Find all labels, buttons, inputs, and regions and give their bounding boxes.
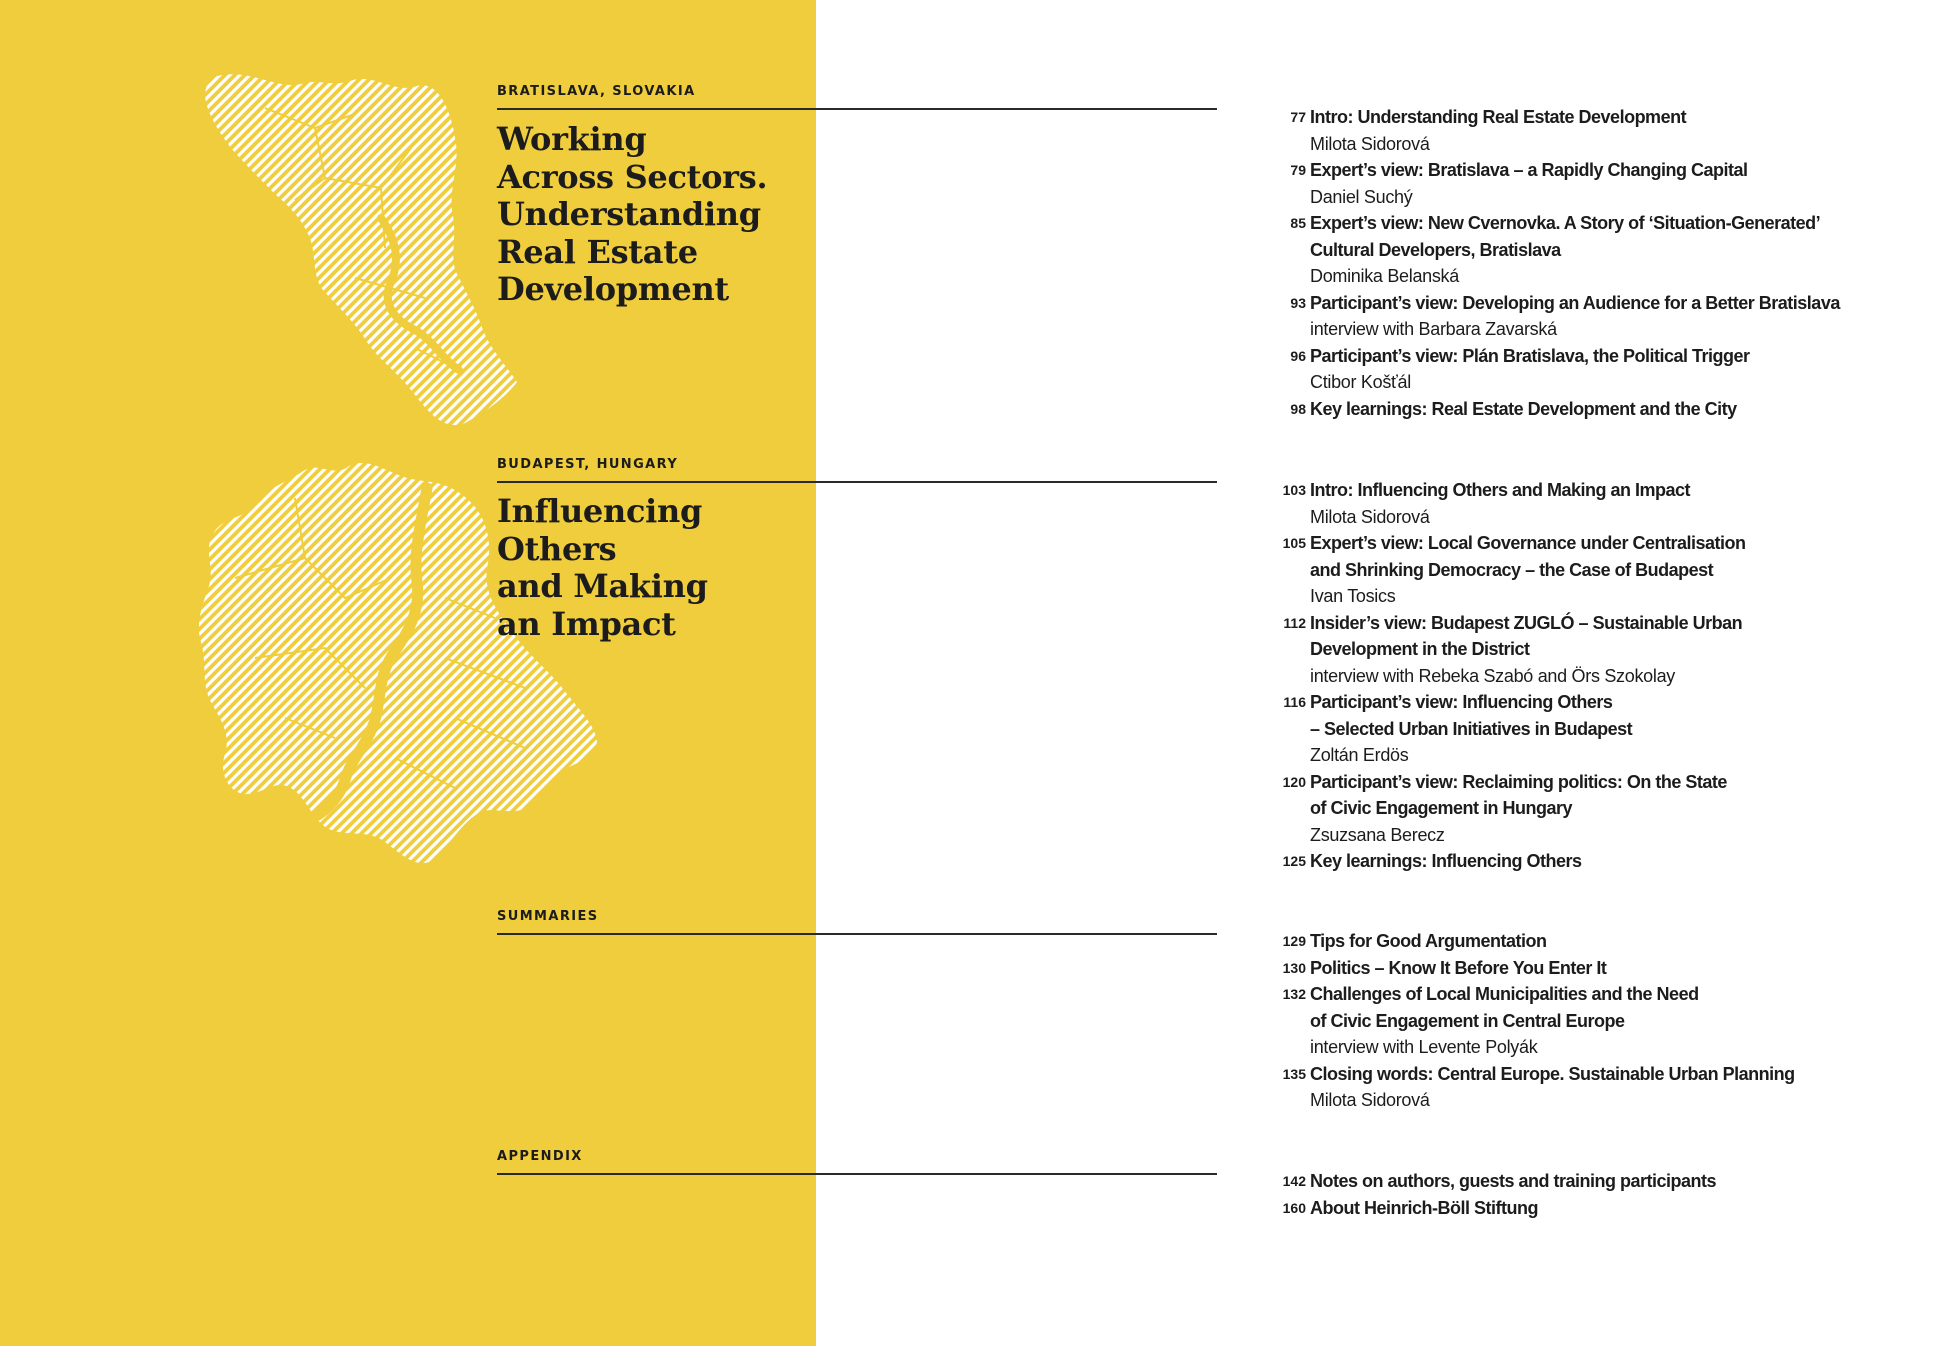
toc-entry[interactable] [1270, 396, 1930, 423]
entry-title: of Civic Engagement in Central Europe [1310, 1010, 1625, 1031]
section-divider [497, 481, 1217, 483]
toc-list-appendix [1270, 1168, 1930, 1221]
entry-title: Cultural Developers, Bratislava [1310, 239, 1561, 260]
page-number: 77 [1290, 109, 1306, 125]
entry-author: interview with Barbara Zavarská [1310, 319, 1557, 339]
page-number: 160 [1282, 1199, 1306, 1216]
bratislava-map-icon [205, 68, 525, 428]
section-label-budapest: BUDAPEST, HUNGARY [497, 457, 679, 472]
entry-title: Closing words: Central Europe. Sustainable Urban Planning [1310, 1063, 1795, 1084]
entry-title: Intro: Understanding Real Estate Development [1310, 107, 1687, 127]
entry-author: interview with Rebeka Szabó and Örs Szokolay [1310, 665, 1675, 686]
section-title-budapest: Influencing Others and Making an Impact [497, 492, 708, 643]
entry-author: Zsuzsana Berecz [1310, 824, 1445, 845]
section-divider [497, 108, 1217, 110]
page-number: 93 [1290, 294, 1306, 311]
page-number: 96 [1290, 347, 1306, 364]
page-number: 105 [1282, 535, 1306, 551]
entry-title: Insider’s view: Budapest ZUGLÓ – Sustainable Urban [1310, 612, 1743, 633]
entry-author: Milota Sidorová [1310, 1090, 1430, 1110]
page-number: 132 [1282, 986, 1306, 1002]
entry-author: Daniel Suchý [1310, 186, 1413, 207]
page-number: 103 [1282, 482, 1306, 498]
page-number: 129 [1282, 933, 1306, 949]
toc-entry[interactable] [1270, 477, 1930, 530]
entry-author: interview with Levente Polyák [1310, 1037, 1538, 1057]
section-label-appendix: APPENDIX [497, 1149, 583, 1164]
entry-title: Key learnings: Influencing Others [1310, 851, 1582, 871]
entry-author: Ctibor Košťál [1310, 372, 1411, 392]
toc-entry[interactable] [1270, 848, 1930, 875]
toc-entry[interactable] [1270, 1168, 1930, 1195]
entry-title: Expert’s view: Local Governance under Centralisation [1310, 533, 1746, 553]
entry-author: Milota Sidorová [1310, 133, 1430, 154]
entry-title: Tips for Good Argumentation [1310, 931, 1547, 951]
section-label-summaries: SUMMARIES [497, 909, 599, 924]
section-title-bratislava: Working Across Sectors. Understanding Real Estate Development [497, 120, 768, 308]
toc-entry[interactable] [1270, 530, 1930, 610]
page-number: 79 [1290, 162, 1306, 178]
toc-entry[interactable] [1270, 210, 1930, 290]
entry-author: Milota Sidorová [1310, 506, 1430, 527]
toc-entry[interactable] [1270, 610, 1930, 690]
toc-entry[interactable] [1270, 104, 1930, 157]
toc-entry[interactable] [1270, 1195, 1930, 1222]
toc-entry[interactable] [1270, 343, 1930, 396]
entry-title: Participant’s view: Reclaiming politics: On the State [1310, 771, 1727, 792]
entry-title: Politics – Know It Before You Enter It [1310, 957, 1607, 978]
page-number: 130 [1282, 959, 1306, 976]
toc-entry[interactable] [1270, 290, 1930, 343]
toc-entry[interactable] [1270, 955, 1930, 982]
toc-entry[interactable] [1270, 769, 1930, 849]
entry-title: and Shrinking Democracy – the Case of Budapest [1310, 559, 1714, 580]
entry-title: Development in the District [1310, 639, 1530, 659]
entry-author: Zoltán Erdös [1310, 745, 1409, 765]
toc-entry[interactable] [1270, 689, 1930, 769]
entry-title: Participant’s view: Influencing Others [1310, 692, 1613, 712]
toc-list-budapest [1270, 477, 1930, 875]
page-number: 135 [1282, 1065, 1306, 1082]
section-label-bratislava: BRATISLAVA, SLOVAKIA [497, 84, 696, 99]
page-number: 142 [1282, 1173, 1306, 1189]
page-number: 98 [1290, 400, 1306, 417]
page-number: 112 [1283, 614, 1306, 631]
page-number: 85 [1290, 215, 1306, 231]
toc-list-summaries [1270, 928, 1930, 1114]
entry-title: Expert’s view: New Cvernovka. A Story of ‘Situation-Generated’ [1310, 213, 1821, 233]
entry-author: Dominika Belanská [1310, 266, 1459, 286]
entry-title: Participant’s view: Plán Bratislava, the Political Trigger [1310, 345, 1750, 366]
section-divider [497, 1173, 1217, 1175]
entry-title: About Heinrich-Böll Stiftung [1310, 1197, 1538, 1218]
toc-entry[interactable] [1270, 1061, 1930, 1114]
entry-title: Participant’s view: Developing an Audience for a Better Bratislava [1310, 292, 1840, 313]
entry-title: of Civic Engagement in Hungary [1310, 798, 1573, 818]
entry-title: Intro: Influencing Others and Making an Impact [1310, 480, 1691, 500]
entry-title: Challenges of Local Municipalities and the Need [1310, 984, 1699, 1004]
toc-entry[interactable] [1270, 981, 1930, 1061]
entry-title: – Selected Urban Initiatives in Budapest [1310, 718, 1633, 739]
page-number: 125 [1282, 853, 1306, 869]
toc-entry[interactable] [1270, 157, 1930, 210]
page-number: 116 [1283, 694, 1306, 710]
page-number: 120 [1282, 773, 1306, 790]
entry-title: Expert’s view: Bratislava – a Rapidly Changing Capital [1310, 160, 1748, 180]
toc-list-bratislava [1270, 104, 1930, 422]
entry-title: Notes on authors, guests and training participants [1310, 1171, 1717, 1191]
section-divider [497, 933, 1217, 935]
toc-entry[interactable] [1270, 928, 1930, 955]
entry-title: Key learnings: Real Estate Development and the City [1310, 398, 1737, 419]
entry-author: Ivan Tosics [1310, 586, 1396, 606]
